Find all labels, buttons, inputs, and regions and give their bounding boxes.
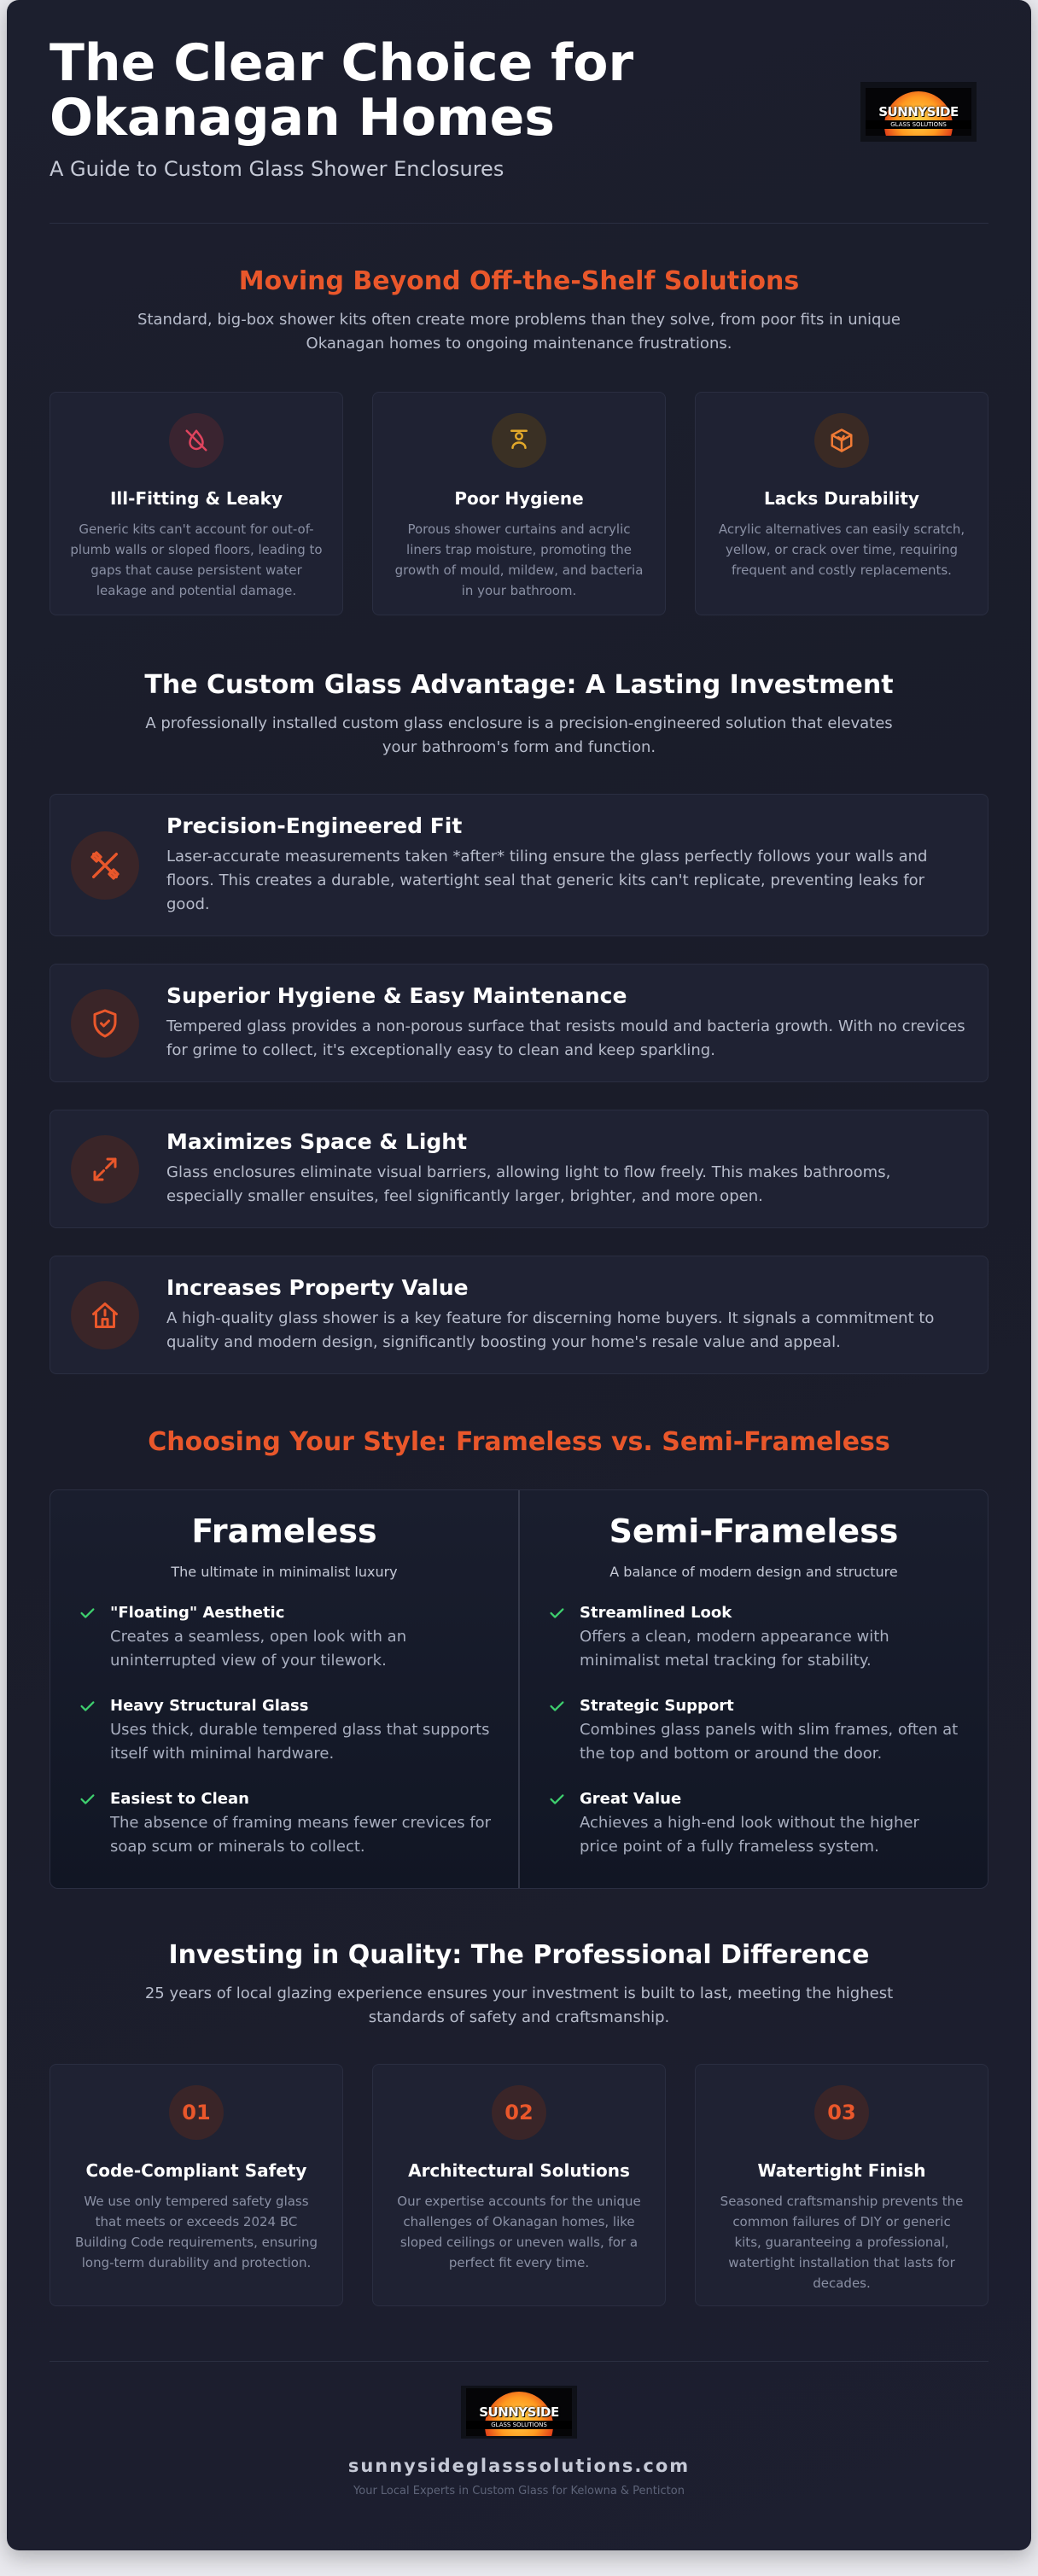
problem-card [695,392,988,615]
comparison-table [50,1489,988,1889]
advantage-text: Laser-accurate measurements taken *after* tiling ensure the glass perfectly follows your walls and floors. This creates a durable, watertight seal that generic kits can't replicate, preventing leaks for good. [166,848,928,913]
feature-title: "Floating" Aesthetic [110,1604,285,1622]
advantage-card [50,964,988,1082]
advantages-description: A professionally installed custom glass enclosure is a precision-engineered solution that elevates your bathroom's form and function. [145,714,893,756]
feature-item [76,1697,493,1766]
footer-logo [461,2386,577,2439]
quality-card [50,2064,343,2306]
quality-section [50,1889,988,2306]
problem-card-text: Porous shower curtains and acrylic liners trap moisture, promoting the growth of mould, mildew, and bacteria in your bathroom. [394,522,644,598]
quality-card-title: Architectural Solutions [408,2160,630,2181]
advantages-section [50,615,988,1374]
feature-text: Uses thick, durable tempered glass that supports itself with minimal hardware. [110,1721,490,1763]
feature-text: The absence of framing means fewer crevices for soap scum or minerals to collect. [110,1814,492,1856]
problems-section [50,224,988,615]
problem-card-title: Lacks Durability [764,488,919,509]
feature-title: Easiest to Clean [110,1790,249,1808]
advantage-card [50,1110,988,1228]
cracked-box-icon [814,413,869,468]
expand-arrows-icon [71,1135,139,1203]
quality-title: Investing in Quality: The Professional Difference [168,1940,870,1970]
quality-description: 25 years of local glazing experience ensures your investment is built to last, meeting the highest standards of safety and craftsmanship. [144,1984,894,2026]
styles-title: Choosing Your Style: Frameless vs. Semi-Frameless [148,1427,890,1457]
semi-frameless-column [518,1490,988,1888]
advantages-title: The Custom Glass Advantage: A Lasting Investment [144,670,894,700]
styles-section [50,1374,988,1889]
logo-subtext: GLASS SOLUTIONS [466,2421,572,2429]
check-icon [547,1697,566,1716]
page-title: The Clear Choice for Okanagan Homes [50,33,634,148]
advantage-card [50,794,988,936]
feature-title: Heavy Structural Glass [110,1697,309,1715]
logo-wordmark: SUNNYSIDE [878,104,959,119]
step-number: 01 [169,2085,224,2140]
advantage-text: Glass enclosures eliminate visual barriers, allowing light to flow freely. This makes bathrooms, especially smaller ensuites, feel significantly larger, brighter, and more open. [166,1163,891,1205]
feature-title: Great Value [580,1790,682,1808]
logo-subtext: GLASS SOLUTIONS [866,120,971,129]
problem-card-title: Poor Hygiene [454,488,584,509]
check-icon [78,1604,96,1623]
advantage-title: Maximizes Space & Light [166,1129,468,1154]
feature-text: Offers a clean, modern appearance with minimalist metal tracking for stability. [580,1628,889,1670]
column-title: Frameless [191,1512,377,1550]
footer [50,2361,988,2497]
feature-item [545,1790,962,1859]
problem-card-text: Generic kits can't account for out-of-plumb walls or sloped floors, leading to gaps that cause persistent water leakage and potential damage. [70,522,323,598]
feature-title: Strategic Support [580,1697,734,1715]
column-tagline: The ultimate in minimalist luxury [171,1564,398,1580]
problems-description: Standard, big-box shower kits often create more problems than they solve, from poor fits in unique Okanagan homes to ongoing maintenance frustrations. [137,311,901,353]
feature-item [76,1604,493,1673]
feature-text: Combines glass panels with slim frames, often at the top and bottom or around the door. [580,1721,959,1763]
problem-card-title: Ill-Fitting & Leaky [109,488,283,509]
infographic-page [7,0,1031,2550]
website-link[interactable]: sunnysideglasssolutions.com [347,2456,691,2476]
frameless-column [50,1490,518,1888]
advantage-title: Increases Property Value [166,1275,469,1300]
feature-text: Creates a seamless, open look with an uninterrupted view of your tilework. [110,1628,407,1670]
no-drop-icon [169,413,224,468]
feature-title: Streamlined Look [580,1604,732,1622]
person-hygiene-icon [492,413,546,468]
quality-card-title: Watertight Finish [757,2160,926,2181]
feature-text: Achieves a high-end look without the higher price point of a fully frameless system. [580,1814,919,1856]
tools-icon [71,831,139,900]
quality-card [372,2064,666,2306]
quality-card-title: Code-Compliant Safety [85,2160,307,2181]
check-icon [78,1790,96,1809]
advantage-title: Superior Hygiene & Easy Maintenance [166,983,627,1008]
logo-wordmark: SUNNYSIDE [479,2404,559,2420]
feature-item [76,1790,493,1859]
advantage-text: Tempered glass provides a non-porous surface that resists mould and bacteria growth. With no crevices for grime to collect, it's exceptionally easy to clean and keep sparkling. [166,1017,965,1059]
problem-card [50,392,343,615]
page-subtitle: A Guide to Custom Glass Shower Enclosures [50,157,504,181]
problem-card-text: Acrylic alternatives can easily scratch, yellow, or crack over time, requiring frequent and costly replacements. [718,522,965,578]
quality-card [695,2064,988,2306]
problem-card [372,392,666,615]
footer-tagline: Your Local Experts in Custom Glass for Kelowna & Penticton [353,2485,685,2497]
header [50,0,988,224]
feature-item [545,1604,962,1673]
advantage-text: A high-quality glass shower is a key feature for discerning home buyers. It signals a commitment to quality and modern design, significantly boosting your home's resale value and appeal. [166,1309,935,1351]
problems-title: Moving Beyond Off-the-Shelf Solutions [238,266,800,296]
feature-item [545,1697,962,1766]
home-value-icon [71,1281,139,1349]
advantage-card [50,1256,988,1374]
step-number: 03 [814,2085,869,2140]
quality-card-text: Our expertise accounts for the unique challenges of Okanagan homes, like sloped ceilings or uneven walls, for a perfect fit every time. [397,2194,641,2270]
check-icon [78,1697,96,1716]
column-tagline: A balance of modern design and structure [609,1564,898,1580]
check-icon [547,1790,566,1809]
brand-logo [860,82,977,142]
quality-card-text: We use only tempered safety glass that meets or exceeds 2024 BC Building Code requirements, ensuring long-term durability and protection. [74,2194,318,2270]
advantage-title: Precision-Engineered Fit [166,813,463,838]
step-number: 02 [492,2085,546,2140]
check-icon [547,1604,566,1623]
shield-check-icon [71,989,139,1058]
quality-card-text: Seasoned craftsmanship prevents the common failures of DIY or generic kits, guaranteeing a professional, watertight installation that lasts for decades. [720,2194,964,2291]
column-title: Semi-Frameless [609,1512,899,1550]
